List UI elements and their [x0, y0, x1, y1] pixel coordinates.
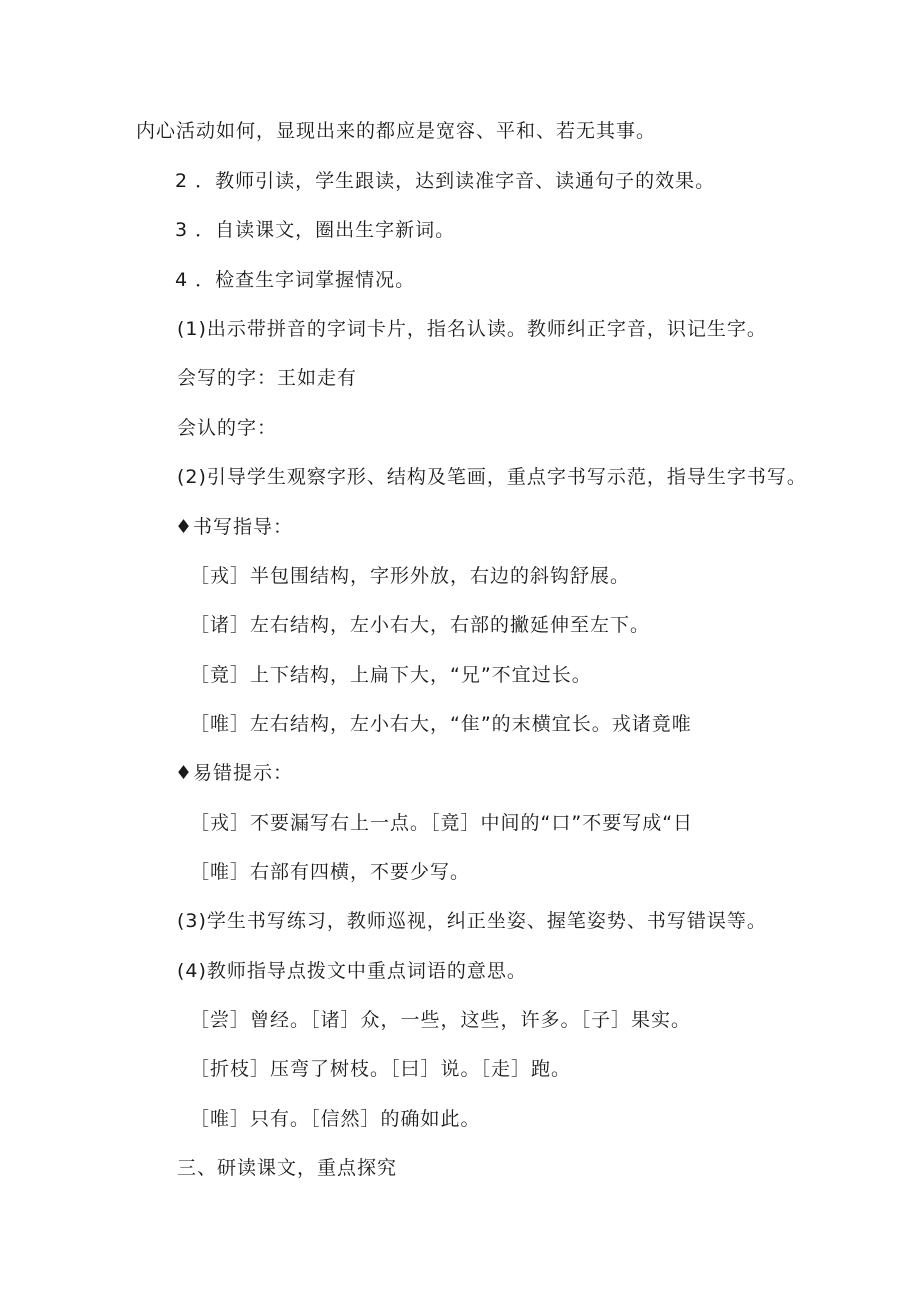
text-line-substep-1: (1)出示带拼音的字词卡片，指名认读。教师纠正字音，识记生字。 [177, 318, 767, 340]
text-line-writing-guide-heading: ♦书写指导： [175, 516, 294, 538]
text-line-guide-rong: ［戎］半包围结构，字形外放，右边的斜钩舒展。 [190, 565, 631, 587]
text-line-substep-4: (4)教师指导点拨文中重点词语的意思。 [177, 960, 527, 982]
text-line-guide-wei: ［唯］左右结构，左小右大，“隹”的末横宜长。戎诸竟唯 [190, 713, 692, 735]
text-line-error-tips-heading: ♦易错提示： [175, 762, 294, 784]
text-line-continuation: 内心活动如何，显现出来的都应是宽容、平和、若无其事。 [136, 120, 657, 142]
text-line-step-3: 3 ．自读课文，圈出生字新词。 [175, 219, 456, 241]
text-line-vocab-2: ［折枝］压弯了树枝。［曰］说。［走］跑。 [190, 1058, 572, 1080]
text-line-step-4: 4 ．检查生字词掌握情况。 [175, 269, 416, 291]
text-line-write-chars: 会写的字：王如走有 [177, 367, 358, 389]
text-line-guide-jing: ［竟］上下结构，上扁下大，“兄”不宜过长。 [190, 664, 592, 686]
text-line-error-tip-1: ［戎］不要漏写右上一点。［竟］中间的“口”不要写成“日 [190, 812, 694, 834]
section-heading-3: 三、研读课文，重点探究 [177, 1157, 398, 1179]
text-line-vocab-1: ［尝］曾经。［诸］众，一些，这些，许多。［子］果实。 [190, 1009, 692, 1031]
text-line-vocab-3: ［唯］只有。［信然］的确如此。 [190, 1108, 481, 1130]
text-line-read-chars: 会认的字： [177, 417, 278, 439]
text-line-substep-2: (2)引导学生观察字形、结构及笔画，重点字书写示范，指导生字书写。 [177, 466, 807, 488]
text-line-error-tip-2: ［唯］右部有四横，不要少写。 [190, 861, 471, 883]
text-line-guide-zhu: ［诸］左右结构，左小右大，右部的撇延伸至左下。 [190, 614, 651, 636]
text-line-substep-3: (3)学生书写练习，教师巡视，纠正坐姿、握笔姿势、书写错误等。 [177, 910, 767, 932]
text-line-step-2: 2 ．教师引读，学生跟读，达到读准字音、读通句子的效果。 [175, 170, 716, 192]
